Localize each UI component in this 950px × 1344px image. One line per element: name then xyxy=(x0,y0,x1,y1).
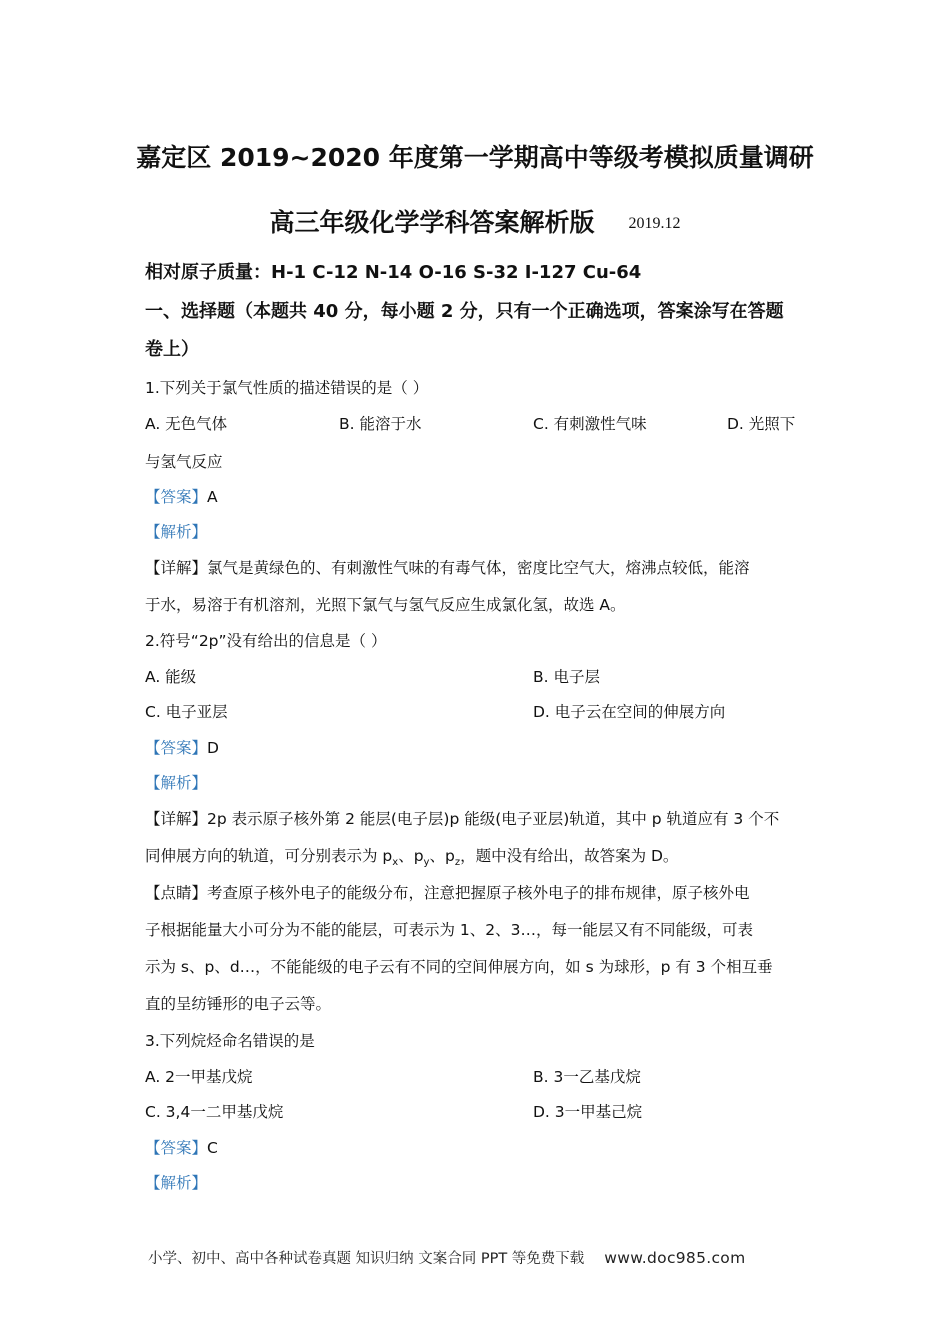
footer-text: 小学、初中、高中各种试卷真题 知识归纳 文案合同 PPT 等免费下载 xyxy=(148,1251,585,1267)
q2-comment-line2: 子根据能量大小可分为不能的能层，可表示为 1、2、3…，每一能层又有不同能级，可表 xyxy=(145,921,754,939)
q1-detail-line1 xyxy=(145,558,750,578)
separator: 、p xyxy=(398,847,424,865)
subscript-x: x xyxy=(392,857,399,869)
q1-option-d: D. 光照下 xyxy=(727,415,796,433)
title-line-2 xyxy=(0,203,950,239)
answer-label: 【答案】 xyxy=(145,739,208,757)
detail-text: 氯气是黄绿色的、有刺激性气味的有毒气体，密度比空气大，熔沸点较低，能溶 xyxy=(207,559,750,577)
analysis-label: 【解析】 xyxy=(145,774,208,792)
q2-option-c: C. 电子亚层 xyxy=(145,703,228,721)
q2-stem: 2.符号“2p”没有给出的信息是（ ） xyxy=(145,632,387,650)
detail-text: 同伸展方向的轨道，可分别表示为 p xyxy=(145,847,393,865)
q3-analysis-label xyxy=(145,1173,207,1193)
q1-option-c: C. 有刺激性气味 xyxy=(533,415,647,433)
comment-text: 考查原子核外电子的能级分布，注意把握原子核外电子的排布规律，原子核外电 xyxy=(207,884,750,902)
q2-analysis-label xyxy=(145,773,207,793)
title-line-1: 嘉定区 2019~2020 年度第一学期高中等级考模拟质量调研 xyxy=(136,143,814,172)
q2-option-d: D. 电子云在空间的伸展方向 xyxy=(533,703,726,721)
q1-stem: 1.下列关于氯气性质的描述错误的是（ ） xyxy=(145,379,429,397)
q3-option-a: A. 2一甲基戊烷 xyxy=(145,1068,253,1086)
footer xyxy=(148,1247,745,1268)
comment-label: 【点睛】 xyxy=(145,884,208,902)
q1-option-d-cont: 与氢气反应 xyxy=(145,453,223,471)
analysis-label: 【解析】 xyxy=(145,523,208,541)
q1-answer xyxy=(145,487,218,507)
q2-detail-line1 xyxy=(145,809,779,829)
q1-detail-line2: 于水，易溶于有机溶剂，光照下氯气与氢气反应生成氯化氢，故选 A。 xyxy=(145,596,626,614)
q2-comment-line4: 直的呈纺锤形的电子云等。 xyxy=(145,995,332,1013)
q3-option-c: C. 3,4一二甲基戊烷 xyxy=(145,1103,284,1121)
q2-comment-line3: 示为 s、p、d…，不能能级的电子云有不同的空间伸展方向，如 s 为球形，p 有 3 个相互垂 xyxy=(145,958,773,976)
q2-answer xyxy=(145,738,219,758)
title-text: 高三年级化学学科答案解析版 xyxy=(269,208,595,237)
answer-value: D xyxy=(207,739,219,757)
section-heading-line2: 卷上） xyxy=(145,339,199,360)
answer-value: A xyxy=(207,488,218,506)
footer-url-link[interactable]: www.doc985.com xyxy=(604,1249,746,1267)
q2-detail-line2 xyxy=(145,846,678,873)
atomic-mass-line: 相对原子质量：H-1 C-12 N-14 O-16 S-32 I-127 Cu-64 xyxy=(145,262,642,283)
answer-label: 【答案】 xyxy=(145,488,208,506)
q1-option-b: B. 能溶于水 xyxy=(339,415,422,433)
answer-value: C xyxy=(207,1139,218,1157)
subscript-z: z xyxy=(454,857,461,869)
q3-option-b: B. 3一乙基戊烷 xyxy=(533,1068,641,1086)
q2-comment-line1 xyxy=(145,883,750,903)
section-heading-line1: 一、选择题（本题共 40 分，每小题 2 分，只有一个正确选项，答案涂写在答题 xyxy=(145,301,784,322)
date: 2019.12 xyxy=(628,215,681,232)
detail-text: 2p 表示原子核外第 2 能层(电子层)p 能级(电子亚层)轨道，其中 p 轨道应有 3 个不 xyxy=(207,810,780,828)
detail-text: ，题中没有给出，故答案为 D。 xyxy=(460,847,679,865)
analysis-label: 【解析】 xyxy=(145,1174,208,1192)
q3-stem: 3.下列烷烃命名错误的是 xyxy=(145,1032,315,1050)
q2-option-a: A. 能级 xyxy=(145,668,197,686)
q3-answer xyxy=(145,1138,218,1158)
q2-option-b: B. 电子层 xyxy=(533,668,600,686)
answer-label: 【答案】 xyxy=(145,1139,208,1157)
subscript-y: y xyxy=(423,857,430,869)
q1-option-a: A. 无色气体 xyxy=(145,415,228,433)
detail-label: 【详解】 xyxy=(145,810,208,828)
q3-option-d: D. 3一甲基己烷 xyxy=(533,1103,643,1121)
q1-analysis-label xyxy=(145,522,207,542)
detail-label: 【详解】 xyxy=(145,559,208,577)
separator: 、p xyxy=(429,847,455,865)
